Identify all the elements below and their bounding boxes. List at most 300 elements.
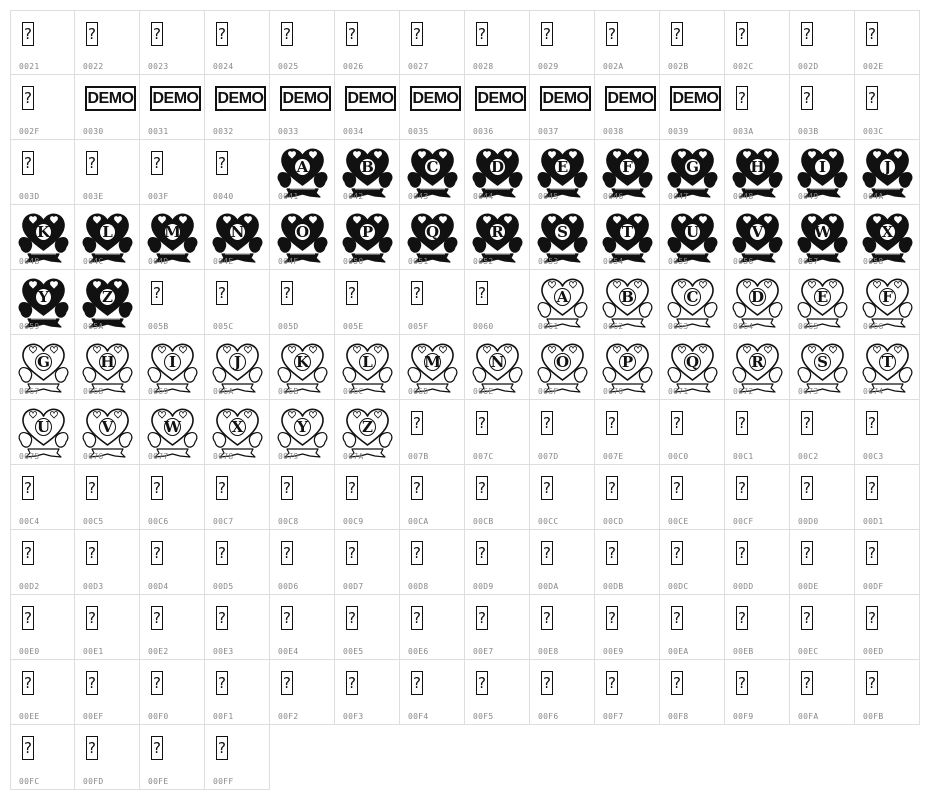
glyph-codepoint-label: 00EF [83, 712, 104, 721]
monogram-letter: R [491, 223, 504, 241]
glyph-cell [595, 335, 660, 400]
missing-glyph-icon: ? [736, 476, 748, 500]
missing-glyph-icon: ? [801, 541, 813, 565]
demo-glyph: DEMO [670, 86, 721, 111]
glyph-cell [530, 465, 595, 530]
glyph-cell [205, 270, 270, 335]
missing-glyph-icon: ? [476, 411, 488, 435]
glyph-codepoint-label: 00D7 [343, 582, 364, 591]
glyph-codepoint-label: 00C2 [798, 452, 819, 461]
glyph-cell [725, 400, 790, 465]
glyph-codepoint-label: 005C [213, 322, 234, 331]
missing-glyph-icon: ? [736, 541, 748, 565]
glyph-codepoint-label: 0052 [473, 257, 494, 266]
glyph-cell [725, 140, 790, 205]
glyph-cell [335, 140, 400, 205]
missing-glyph-icon: ? [411, 671, 423, 695]
monogram-letter: W [814, 223, 831, 241]
glyph-codepoint-label: 0059 [19, 322, 40, 331]
glyph-codepoint-label: 00DC [668, 582, 689, 591]
missing-glyph-icon: ? [216, 541, 228, 565]
glyph-codepoint-label: 0038 [603, 127, 624, 136]
glyph-codepoint-label: 0053 [538, 257, 559, 266]
glyph-codepoint-label: 006A [213, 387, 234, 396]
missing-glyph-icon: ? [801, 22, 813, 46]
demo-glyph: DEMO [280, 86, 331, 111]
missing-glyph-icon: ? [541, 476, 553, 500]
missing-glyph-icon: ? [606, 671, 618, 695]
missing-glyph-icon: ? [281, 281, 293, 305]
missing-glyph-icon: ? [151, 476, 163, 500]
glyph-cell [75, 530, 140, 595]
monogram-letter: I [168, 353, 177, 371]
missing-glyph-icon: ? [541, 541, 553, 565]
glyph-cell [725, 465, 790, 530]
glyph-codepoint-label: 00E0 [19, 647, 40, 656]
glyph-codepoint-label: 0070 [603, 387, 624, 396]
glyph-cell [75, 465, 140, 530]
monogram-letter: U [36, 418, 51, 436]
glyph-cell [140, 530, 205, 595]
missing-glyph-icon: ? [281, 541, 293, 565]
glyph-cell [725, 75, 790, 140]
missing-glyph-icon: ? [801, 476, 813, 500]
glyph-cell [400, 140, 465, 205]
glyph-cell [530, 400, 595, 465]
demo-glyph: DEMO [215, 86, 266, 111]
glyph-codepoint-label: 00FD [83, 777, 104, 786]
missing-glyph-icon: ? [541, 606, 553, 630]
glyph-cell [530, 140, 595, 205]
monogram-letter: W [164, 418, 181, 436]
glyph-cell [205, 140, 270, 205]
glyph-cell [75, 75, 140, 140]
missing-glyph-icon: ? [736, 671, 748, 695]
missing-glyph-icon: ? [866, 541, 878, 565]
missing-glyph-icon: ? [151, 736, 163, 760]
glyph-codepoint-label: 0067 [19, 387, 40, 396]
glyph-codepoint-label: 0072 [733, 387, 754, 396]
glyph-cell [725, 335, 790, 400]
glyph-codepoint-label: 004D [148, 257, 169, 266]
glyph-codepoint-label: 0071 [668, 387, 689, 396]
glyph-cell [140, 10, 205, 75]
glyph-cell [530, 10, 595, 75]
missing-glyph-icon: ? [86, 606, 98, 630]
glyph-cell [725, 10, 790, 75]
glyph-cell [855, 530, 920, 595]
glyph-codepoint-label: 0075 [19, 452, 40, 461]
missing-glyph-icon: ? [216, 22, 228, 46]
missing-glyph-icon: ? [411, 476, 423, 500]
glyph-codepoint-label: 004A [863, 192, 884, 201]
glyph-cell [75, 140, 140, 205]
glyph-cell [725, 595, 790, 660]
glyph-codepoint-label: 004E [213, 257, 234, 266]
glyph-cell [335, 400, 400, 465]
missing-glyph-icon: ? [346, 671, 358, 695]
glyph-codepoint-label: 00DB [603, 582, 624, 591]
glyph-cell [335, 530, 400, 595]
glyph-cell [855, 335, 920, 400]
glyph-cell [725, 660, 790, 725]
glyph-codepoint-label: 0057 [798, 257, 819, 266]
monogram-letter: P [621, 353, 634, 371]
glyph-cell [270, 595, 335, 660]
glyph-cell [595, 530, 660, 595]
glyph-codepoint-label: 0035 [408, 127, 429, 136]
missing-glyph-icon: ? [476, 281, 488, 305]
glyph-codepoint-label: 00D6 [278, 582, 299, 591]
glyph-codepoint-label: 007A [343, 452, 364, 461]
glyph-cell [595, 140, 660, 205]
monogram-letter: S [557, 223, 568, 241]
glyph-cell [660, 595, 725, 660]
glyph-codepoint-label: 00E8 [538, 647, 559, 656]
glyph-cell [270, 75, 335, 140]
missing-glyph-icon: ? [411, 541, 423, 565]
missing-glyph-icon: ? [541, 411, 553, 435]
missing-glyph-icon: ? [866, 411, 878, 435]
monogram-letter: B [361, 158, 374, 176]
glyph-codepoint-label: 00FC [19, 777, 40, 786]
glyph-codepoint-label: 00F0 [148, 712, 169, 721]
missing-glyph-icon: ? [151, 671, 163, 695]
glyph-cell [465, 270, 530, 335]
missing-glyph-icon: ? [86, 476, 98, 500]
glyph-cell [855, 75, 920, 140]
glyph-cell [10, 335, 75, 400]
glyph-codepoint-label: 0032 [213, 127, 234, 136]
glyph-codepoint-label: 007B [408, 452, 429, 461]
glyph-cell [400, 595, 465, 660]
glyph-cell [855, 595, 920, 660]
glyph-codepoint-label: 006D [408, 387, 429, 396]
glyph-codepoint-label: 0077 [148, 452, 169, 461]
missing-glyph-icon: ? [866, 22, 878, 46]
glyph-codepoint-label: 0066 [863, 322, 884, 331]
glyph-codepoint-label: 00DD [733, 582, 754, 591]
monogram-letter: M [164, 223, 181, 241]
glyph-cell [530, 205, 595, 270]
glyph-codepoint-label: 003B [798, 127, 819, 136]
monogram-letter: Z [362, 418, 373, 436]
glyph-codepoint-label: 0034 [343, 127, 364, 136]
missing-glyph-icon: ? [736, 606, 748, 630]
glyph-cell [790, 335, 855, 400]
glyph-cell [10, 660, 75, 725]
glyph-cell [140, 725, 205, 790]
glyph-cell [790, 205, 855, 270]
glyph-cell [75, 270, 140, 335]
missing-glyph-icon: ? [671, 541, 683, 565]
glyph-codepoint-label: 005A [83, 322, 104, 331]
missing-glyph-icon: ? [411, 411, 423, 435]
missing-glyph-icon: ? [151, 22, 163, 46]
glyph-cell [205, 595, 270, 660]
glyph-cell [465, 10, 530, 75]
missing-glyph-icon: ? [346, 606, 358, 630]
monogram-letter: T [881, 353, 894, 371]
glyph-codepoint-label: 0068 [83, 387, 104, 396]
glyph-cell [335, 10, 400, 75]
glyph-codepoint-label: 00E6 [408, 647, 429, 656]
glyph-cell [75, 205, 140, 270]
glyph-cell [270, 465, 335, 530]
glyph-cell [595, 595, 660, 660]
glyph-codepoint-label: 0024 [213, 62, 234, 71]
monogram-letter: G [37, 353, 50, 371]
glyph-cell [790, 595, 855, 660]
glyph-codepoint-label: 0047 [668, 192, 689, 201]
glyph-cell [855, 10, 920, 75]
glyph-cell [400, 660, 465, 725]
glyph-cell [595, 270, 660, 335]
missing-glyph-icon: ? [22, 86, 34, 110]
glyph-cell [465, 335, 530, 400]
glyph-codepoint-label: 00F2 [278, 712, 299, 721]
glyph-codepoint-label: 00F3 [343, 712, 364, 721]
glyph-codepoint-label: 00F7 [603, 712, 624, 721]
missing-glyph-icon: ? [216, 151, 228, 175]
glyph-codepoint-label: 0030 [83, 127, 104, 136]
glyph-codepoint-label: 00C0 [668, 452, 689, 461]
glyph-cell [660, 75, 725, 140]
monogram-letter: J [883, 158, 892, 176]
glyph-cell [140, 595, 205, 660]
missing-glyph-icon: ? [281, 671, 293, 695]
glyph-codepoint-label: 002D [798, 62, 819, 71]
glyph-cell [595, 400, 660, 465]
monogram-letter: S [817, 353, 828, 371]
glyph-cell [790, 530, 855, 595]
missing-glyph-icon: ? [671, 671, 683, 695]
glyph-codepoint-label: 0040 [213, 192, 234, 201]
glyph-codepoint-label: 00ED [863, 647, 884, 656]
glyph-codepoint-label: 00E4 [278, 647, 299, 656]
glyph-cell [205, 725, 270, 790]
glyph-codepoint-label: 00D1 [863, 517, 884, 526]
glyph-codepoint-label: 003C [863, 127, 884, 136]
glyph-codepoint-label: 0041 [278, 192, 299, 201]
glyph-codepoint-label: 003A [733, 127, 754, 136]
glyph-cell [530, 335, 595, 400]
glyph-codepoint-label: 00C5 [83, 517, 104, 526]
glyph-cell [465, 530, 530, 595]
glyph-cell [75, 725, 140, 790]
monogram-letter: K [295, 353, 310, 371]
glyph-cell [205, 465, 270, 530]
demo-glyph: DEMO [410, 86, 461, 111]
monogram-letter: H [100, 353, 115, 371]
glyph-codepoint-label: 00E7 [473, 647, 494, 656]
glyph-cell [270, 10, 335, 75]
monogram-letter: I [818, 158, 827, 176]
demo-glyph: DEMO [475, 86, 526, 111]
glyph-cell [335, 270, 400, 335]
glyph-cell [595, 465, 660, 530]
monogram-letter: B [621, 288, 634, 306]
glyph-codepoint-label: 0039 [668, 127, 689, 136]
monogram-letter: E [816, 288, 829, 306]
glyph-codepoint-label: 00EC [798, 647, 819, 656]
glyph-cell [530, 595, 595, 660]
glyph-codepoint-label: 00E9 [603, 647, 624, 656]
glyph-codepoint-label: 00C6 [148, 517, 169, 526]
glyph-codepoint-label: 002F [19, 127, 40, 136]
glyph-codepoint-label: 00FA [798, 712, 819, 721]
demo-glyph: DEMO [85, 86, 136, 111]
missing-glyph-icon: ? [216, 671, 228, 695]
monogram-letter: C [686, 288, 699, 306]
glyph-codepoint-label: 0076 [83, 452, 104, 461]
glyph-codepoint-label: 0046 [603, 192, 624, 201]
missing-glyph-icon: ? [346, 541, 358, 565]
glyph-codepoint-label: 005F [408, 322, 429, 331]
missing-glyph-icon: ? [866, 671, 878, 695]
glyph-codepoint-label: 0061 [538, 322, 559, 331]
glyph-cell [335, 75, 400, 140]
glyph-codepoint-label: 007C [473, 452, 494, 461]
glyph-codepoint-label: 00EA [668, 647, 689, 656]
missing-glyph-icon: ? [216, 281, 228, 305]
glyph-codepoint-label: 004B [19, 257, 40, 266]
glyph-codepoint-label: 00D0 [798, 517, 819, 526]
glyph-cell [530, 270, 595, 335]
glyph-cell [725, 205, 790, 270]
glyph-codepoint-label: 00CB [473, 517, 494, 526]
glyph-codepoint-label: 00C1 [733, 452, 754, 461]
glyph-codepoint-label: 00E3 [213, 647, 234, 656]
missing-glyph-icon: ? [151, 606, 163, 630]
monogram-letter: J [233, 353, 242, 371]
glyph-cell [335, 335, 400, 400]
glyph-cell [335, 205, 400, 270]
glyph-cell [140, 75, 205, 140]
glyph-codepoint-label: 00DE [798, 582, 819, 591]
glyph-cell [205, 335, 270, 400]
glyph-codepoint-label: 00E1 [83, 647, 104, 656]
glyph-codepoint-label: 006E [473, 387, 494, 396]
glyph-codepoint-label: 00F9 [733, 712, 754, 721]
glyph-cell [660, 530, 725, 595]
glyph-cell [75, 595, 140, 660]
demo-glyph: DEMO [345, 86, 396, 111]
monogram-letter: E [556, 158, 569, 176]
glyph-codepoint-label: 0045 [538, 192, 559, 201]
glyph-cell [725, 530, 790, 595]
missing-glyph-icon: ? [346, 22, 358, 46]
monogram-letter: Y [38, 288, 49, 306]
missing-glyph-icon: ? [476, 671, 488, 695]
glyph-cell [270, 660, 335, 725]
missing-glyph-icon: ? [541, 671, 553, 695]
glyph-cell [270, 205, 335, 270]
glyph-cell [140, 270, 205, 335]
glyph-cell [10, 75, 75, 140]
missing-glyph-icon: ? [22, 151, 34, 175]
glyph-codepoint-label: 0043 [408, 192, 429, 201]
monogram-letter: D [750, 288, 765, 306]
missing-glyph-icon: ? [281, 476, 293, 500]
glyph-cell [530, 530, 595, 595]
glyph-cell [400, 335, 465, 400]
missing-glyph-icon: ? [346, 476, 358, 500]
glyph-cell [790, 270, 855, 335]
monogram-letter: Q [685, 353, 700, 371]
glyph-codepoint-label: 005B [148, 322, 169, 331]
glyph-codepoint-label: 0074 [863, 387, 884, 396]
glyph-cell [10, 465, 75, 530]
glyph-codepoint-label: 00FF [213, 777, 234, 786]
glyph-codepoint-label: 0025 [278, 62, 299, 71]
missing-glyph-icon: ? [606, 476, 618, 500]
glyph-codepoint-label: 0050 [343, 257, 364, 266]
glyph-cell [790, 10, 855, 75]
glyph-codepoint-label: 002E [863, 62, 884, 71]
missing-glyph-icon: ? [671, 476, 683, 500]
missing-glyph-icon: ? [736, 22, 748, 46]
glyph-cell [465, 140, 530, 205]
glyph-cell [140, 205, 205, 270]
glyph-codepoint-label: 0029 [538, 62, 559, 71]
monogram-letter: X [881, 223, 894, 241]
glyph-cell [660, 205, 725, 270]
glyph-cell [270, 530, 335, 595]
glyph-cell [10, 10, 75, 75]
glyph-codepoint-label: 00D4 [148, 582, 169, 591]
glyph-codepoint-label: 003F [148, 192, 169, 201]
glyph-codepoint-label: 007E [603, 452, 624, 461]
glyph-cell [660, 335, 725, 400]
monogram-letter: M [424, 353, 441, 371]
monogram-letter: T [621, 223, 634, 241]
glyph-codepoint-label: 0063 [668, 322, 689, 331]
missing-glyph-icon: ? [86, 671, 98, 695]
glyph-cell [465, 400, 530, 465]
missing-glyph-icon: ? [281, 22, 293, 46]
glyph-codepoint-label: 0044 [473, 192, 494, 201]
glyph-codepoint-label: 0065 [798, 322, 819, 331]
glyph-cell [465, 75, 530, 140]
glyph-cell [75, 660, 140, 725]
glyph-codepoint-label: 0026 [343, 62, 364, 71]
missing-glyph-icon: ? [22, 736, 34, 760]
glyph-codepoint-label: 0079 [278, 452, 299, 461]
glyph-codepoint-label: 00FE [148, 777, 169, 786]
glyph-cell [790, 140, 855, 205]
monogram-letter: R [751, 353, 764, 371]
monogram-letter: D [490, 158, 505, 176]
glyph-cell [140, 660, 205, 725]
monogram-letter: Y [297, 418, 308, 436]
missing-glyph-icon: ? [86, 736, 98, 760]
glyph-codepoint-label: 00D9 [473, 582, 494, 591]
missing-glyph-icon: ? [866, 606, 878, 630]
glyph-codepoint-label: 004C [83, 257, 104, 266]
glyph-cell [75, 335, 140, 400]
glyph-cell [855, 205, 920, 270]
glyph-grid [10, 10, 920, 790]
glyph-cell [205, 205, 270, 270]
glyph-codepoint-label: 00CD [603, 517, 624, 526]
glyph-codepoint-label: 0055 [668, 257, 689, 266]
glyph-cell [660, 400, 725, 465]
glyph-codepoint-label: 005D [278, 322, 299, 331]
glyph-codepoint-label: 002C [733, 62, 754, 71]
missing-glyph-icon: ? [476, 22, 488, 46]
monogram-letter: Z [102, 288, 113, 306]
